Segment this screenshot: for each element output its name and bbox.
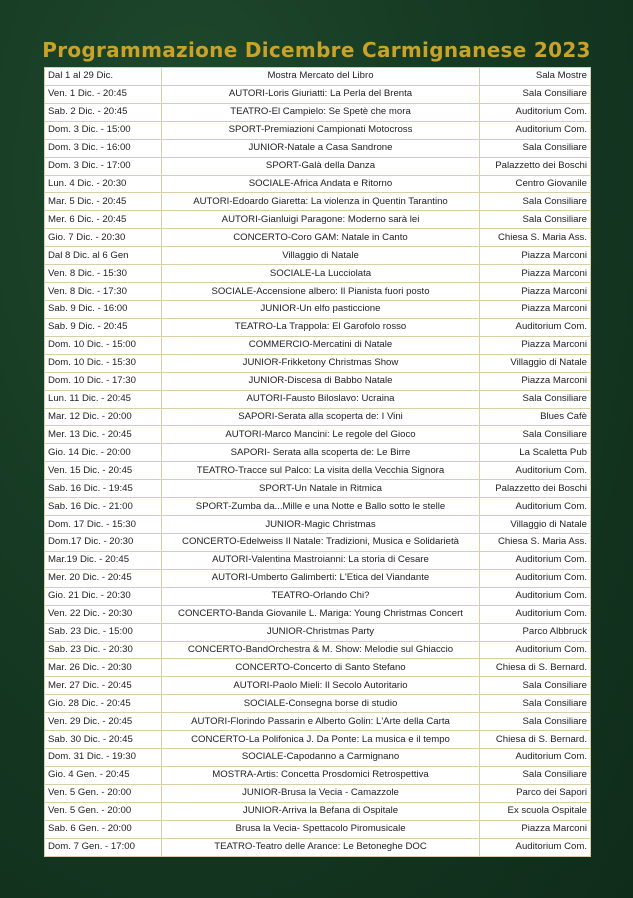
event-location: Parco Albbruck xyxy=(480,623,591,641)
event-date: Ven. 8 Dic. - 15:30 xyxy=(45,265,162,283)
event-name: SPORT-Zumba da...Mille e una Notte e Ballo sotto le stelle xyxy=(162,498,480,516)
event-location: Auditorium Com. xyxy=(480,462,591,480)
event-name: CONCERTO-Banda Giovanile L. Mariga: Young Christmas Concert xyxy=(162,605,480,623)
event-date: Sab. 16 Dic. - 21:00 xyxy=(45,498,162,516)
event-name: AUTORI-Florindo Passarin e Alberto Golin: L'Arte della Carta xyxy=(162,713,480,731)
table-row xyxy=(45,820,591,838)
event-name: AUTORI-Marco Mancini: Le regole del Gioco xyxy=(162,426,480,444)
table-row xyxy=(45,802,591,820)
event-date: Mer. 20 Dic. - 20:45 xyxy=(45,569,162,587)
event-date: Mer. 27 Dic. - 20:45 xyxy=(45,677,162,695)
table-row xyxy=(45,444,591,462)
event-location: Palazzetto dei Boschi xyxy=(480,157,591,175)
event-date: Mer. 6 Dic. - 20:45 xyxy=(45,211,162,229)
event-date: Mar. 12 Dic. - 20:00 xyxy=(45,408,162,426)
event-name: CONCERTO-La Polifonica J. Da Ponte: La musica e il tempo xyxy=(162,731,480,749)
event-date: Dom. 7 Gen. - 17:00 xyxy=(45,838,162,856)
event-name: COMMERCIO-Mercatini di Natale xyxy=(162,336,480,354)
event-date: Ven. 5 Gen. - 20:00 xyxy=(45,784,162,802)
event-name: TEATRO-Teatro delle Arance: Le Betoneghe DOC xyxy=(162,838,480,856)
event-location: Auditorium Com. xyxy=(480,587,591,605)
table-row xyxy=(45,247,591,265)
table-row xyxy=(45,336,591,354)
table-row xyxy=(45,784,591,802)
event-name: SPORT-Galà della Danza xyxy=(162,157,480,175)
event-location: Sala Consiliare xyxy=(480,211,591,229)
table-row xyxy=(45,175,591,193)
event-date: Ven. 29 Dic. - 20:45 xyxy=(45,713,162,731)
event-location: Sala Consiliare xyxy=(480,713,591,731)
table-row xyxy=(45,229,591,247)
table-row xyxy=(45,318,591,336)
event-name: Mostra Mercato del Libro xyxy=(162,68,480,86)
event-date: Dom. 10 Dic. - 15:30 xyxy=(45,354,162,372)
event-name: JUNIOR-Natale a Casa Sandrone xyxy=(162,139,480,157)
table-row xyxy=(45,838,591,856)
schedule-table xyxy=(44,67,591,857)
event-date: Mar. 26 Dic. - 20:30 xyxy=(45,659,162,677)
event-name: CONCERTO-BandOrchestra & M. Show: Melodie sul Ghiaccio xyxy=(162,641,480,659)
table-row xyxy=(45,731,591,749)
table-row xyxy=(45,300,591,318)
table-row xyxy=(45,766,591,784)
event-date: Gio. 21 Dic. - 20:30 xyxy=(45,587,162,605)
event-location: Sala Consiliare xyxy=(480,426,591,444)
event-location: Piazza Marconi xyxy=(480,247,591,265)
table-row xyxy=(45,623,591,641)
event-location: La Scaletta Pub xyxy=(480,444,591,462)
event-date: Lun. 11 Dic. - 20:45 xyxy=(45,390,162,408)
event-location: Centro Giovanile xyxy=(480,175,591,193)
table-row xyxy=(45,569,591,587)
event-location: Auditorium Com. xyxy=(480,103,591,121)
event-date: Ven. 5 Gen. - 20:00 xyxy=(45,802,162,820)
event-date: Dom. 31 Dic. - 19:30 xyxy=(45,749,162,767)
event-name: SOCIALE-La Lucciolata xyxy=(162,265,480,283)
table-row xyxy=(45,533,591,551)
event-date: Sab. 23 Dic. - 20:30 xyxy=(45,641,162,659)
event-name: SOCIALE-Capodanno a Carmignano xyxy=(162,749,480,767)
table-row xyxy=(45,103,591,121)
event-location: Auditorium Com. xyxy=(480,641,591,659)
event-name: Villaggio di Natale xyxy=(162,247,480,265)
event-date: Dom. 3 Dic. - 16:00 xyxy=(45,139,162,157)
event-date: Gio. 28 Dic. - 20:45 xyxy=(45,695,162,713)
event-location: Piazza Marconi xyxy=(480,336,591,354)
table-row xyxy=(45,354,591,372)
page-title: Programmazione Dicembre Carmignanese 2023 xyxy=(42,38,591,62)
table-row xyxy=(45,157,591,175)
event-date: Dom. 10 Dic. - 15:00 xyxy=(45,336,162,354)
event-location: Piazza Marconi xyxy=(480,820,591,838)
event-date: Sab. 23 Dic. - 15:00 xyxy=(45,623,162,641)
event-location: Auditorium Com. xyxy=(480,318,591,336)
event-name: TEATRO-Tracce sul Palco: La visita della Vecchia Signora xyxy=(162,462,480,480)
event-location: Auditorium Com. xyxy=(480,121,591,139)
table-row xyxy=(45,587,591,605)
event-date: Gio. 4 Gen. - 20:45 xyxy=(45,766,162,784)
event-name: SPORT-Premiazioni Campionati Motocross xyxy=(162,121,480,139)
event-date: Sab. 9 Dic. - 20:45 xyxy=(45,318,162,336)
table-row xyxy=(45,659,591,677)
event-location: Auditorium Com. xyxy=(480,605,591,623)
table-row xyxy=(45,265,591,283)
table-row xyxy=(45,139,591,157)
table-row xyxy=(45,193,591,211)
event-name: JUNIOR-Magic Christmas xyxy=(162,516,480,534)
event-date: Gio. 7 Dic. - 20:30 xyxy=(45,229,162,247)
event-location: Sala Consiliare xyxy=(480,139,591,157)
event-name: Brusa la Vecia- Spettacolo Piromusicale xyxy=(162,820,480,838)
event-location: Sala Consiliare xyxy=(480,766,591,784)
table-row xyxy=(45,516,591,534)
table-row xyxy=(45,390,591,408)
event-name: CONCERTO-Coro GAM: Natale in Canto xyxy=(162,229,480,247)
event-location: Blues Cafè xyxy=(480,408,591,426)
event-name: AUTORI-Edoardo Giaretta: La violenza in Quentin Tarantino xyxy=(162,193,480,211)
event-date: Sab. 6 Gen. - 20:00 xyxy=(45,820,162,838)
table-row xyxy=(45,641,591,659)
event-name: SOCIALE-Africa Andata e Ritorno xyxy=(162,175,480,193)
event-date: Dal 1 al 29 Dic. xyxy=(45,68,162,86)
event-location: Auditorium Com. xyxy=(480,569,591,587)
event-name: AUTORI-Gianluigi Paragone: Moderno sarà lei xyxy=(162,211,480,229)
event-name: AUTORI-Valentina Mastroianni: La storia di Cesare xyxy=(162,551,480,569)
event-name: JUNIOR-Brusa la Vecia - Camazzole xyxy=(162,784,480,802)
table-row xyxy=(45,121,591,139)
event-location: Sala Consiliare xyxy=(480,390,591,408)
table-row xyxy=(45,713,591,731)
table-row xyxy=(45,283,591,301)
event-date: Ven. 1 Dic. - 20:45 xyxy=(45,85,162,103)
event-name: CONCERTO-Concerto di Santo Stefano xyxy=(162,659,480,677)
event-date: Dal 8 Dic. al 6 Gen xyxy=(45,247,162,265)
event-location: Villaggio di Natale xyxy=(480,516,591,534)
event-name: SPORT-Un Natale in Ritmica xyxy=(162,480,480,498)
event-date: Ven. 22 Dic. - 20:30 xyxy=(45,605,162,623)
event-name: TEATRO-El Campielo: Se Spetè che mora xyxy=(162,103,480,121)
event-name: JUNIOR-Arriva la Befana di Ospitale xyxy=(162,802,480,820)
table-row xyxy=(45,211,591,229)
table-row xyxy=(45,68,591,86)
event-location: Auditorium Com. xyxy=(480,838,591,856)
event-location: Villaggio di Natale xyxy=(480,354,591,372)
table-row xyxy=(45,462,591,480)
event-date: Ven. 15 Dic. - 20:45 xyxy=(45,462,162,480)
table-row xyxy=(45,408,591,426)
event-date: Dom. 10 Dic. - 17:30 xyxy=(45,372,162,390)
event-date: Dom. 17 Dic. - 15:30 xyxy=(45,516,162,534)
event-location: Auditorium Com. xyxy=(480,498,591,516)
event-location: Auditorium Com. xyxy=(480,749,591,767)
event-location: Sala Consiliare xyxy=(480,677,591,695)
event-name: SOCIALE-Consegna borse di studio xyxy=(162,695,480,713)
event-location: Auditorium Com. xyxy=(480,551,591,569)
event-date: Sab. 9 Dic. - 16:00 xyxy=(45,300,162,318)
event-location: Chiesa S. Maria Ass. xyxy=(480,533,591,551)
event-location: Ex scuola Ospitale xyxy=(480,802,591,820)
event-date: Gio. 14 Dic. - 20:00 xyxy=(45,444,162,462)
event-date: Dom.17 Dic. - 20:30 xyxy=(45,533,162,551)
event-location: Sala Consiliare xyxy=(480,695,591,713)
table-row xyxy=(45,551,591,569)
event-name: JUNIOR-Discesa di Babbo Natale xyxy=(162,372,480,390)
event-name: AUTORI-Loris Giuriatti: La Perla del Brenta xyxy=(162,85,480,103)
event-name: MOSTRA-Artis: Concetta Prosdomici Retrospettiva xyxy=(162,766,480,784)
table-row xyxy=(45,426,591,444)
event-location: Sala Consiliare xyxy=(480,193,591,211)
event-date: Lun. 4 Dic. - 20:30 xyxy=(45,175,162,193)
event-name: SOCIALE-Accensione albero: Il Pianista fuori posto xyxy=(162,283,480,301)
event-name: TEATRO-Orlando Chi? xyxy=(162,587,480,605)
event-date: Mer. 13 Dic. - 20:45 xyxy=(45,426,162,444)
event-location: Parco dei Sapori xyxy=(480,784,591,802)
event-date: Sab. 30 Dic. - 20:45 xyxy=(45,731,162,749)
event-location: Palazzetto dei Boschi xyxy=(480,480,591,498)
event-location: Chiesa di S. Bernard. xyxy=(480,659,591,677)
event-location: Piazza Marconi xyxy=(480,300,591,318)
event-name: JUNIOR-Christmas Party xyxy=(162,623,480,641)
event-name: JUNIOR-Frikketony Christmas Show xyxy=(162,354,480,372)
event-location: Sala Consiliare xyxy=(480,85,591,103)
event-name: AUTORI-Umberto Galimberti: L'Etica del Viandante xyxy=(162,569,480,587)
table-row xyxy=(45,605,591,623)
event-name: CONCERTO-Edelweiss Il Natale: Tradizioni, Musica e Solidarietà xyxy=(162,533,480,551)
schedule-body xyxy=(45,68,591,857)
table-row xyxy=(45,749,591,767)
table-row xyxy=(45,85,591,103)
event-name: SAPORI- Serata alla scoperta de: Le Birre xyxy=(162,444,480,462)
event-date: Mar.19 Dic. - 20:45 xyxy=(45,551,162,569)
event-name: AUTORI-Fausto Biloslavo: Ucraina xyxy=(162,390,480,408)
event-date: Dom. 3 Dic. - 17:00 xyxy=(45,157,162,175)
table-row xyxy=(45,677,591,695)
event-name: AUTORI-Paolo Mieli: Il Secolo Autoritario xyxy=(162,677,480,695)
event-name: SAPORI-Serata alla scoperta de: I Vini xyxy=(162,408,480,426)
event-location: Piazza Marconi xyxy=(480,283,591,301)
event-location: Sala Mostre xyxy=(480,68,591,86)
event-date: Dom. 3 Dic. - 15:00 xyxy=(45,121,162,139)
event-date: Sab. 2 Dic. - 20:45 xyxy=(45,103,162,121)
event-date: Ven. 8 Dic. - 17:30 xyxy=(45,283,162,301)
event-location: Chiesa S. Maria Ass. xyxy=(480,229,591,247)
event-name: JUNIOR-Un elfo pasticcione xyxy=(162,300,480,318)
table-row xyxy=(45,695,591,713)
event-date: Sab. 16 Dic. - 19:45 xyxy=(45,480,162,498)
event-location: Piazza Marconi xyxy=(480,265,591,283)
table-row xyxy=(45,372,591,390)
event-location: Chiesa di S. Bernard. xyxy=(480,731,591,749)
event-location: Piazza Marconi xyxy=(480,372,591,390)
table-row xyxy=(45,480,591,498)
event-name: TEATRO-La Trappola: El Garofolo rosso xyxy=(162,318,480,336)
table-row xyxy=(45,498,591,516)
event-date: Mar. 5 Dic. - 20:45 xyxy=(45,193,162,211)
